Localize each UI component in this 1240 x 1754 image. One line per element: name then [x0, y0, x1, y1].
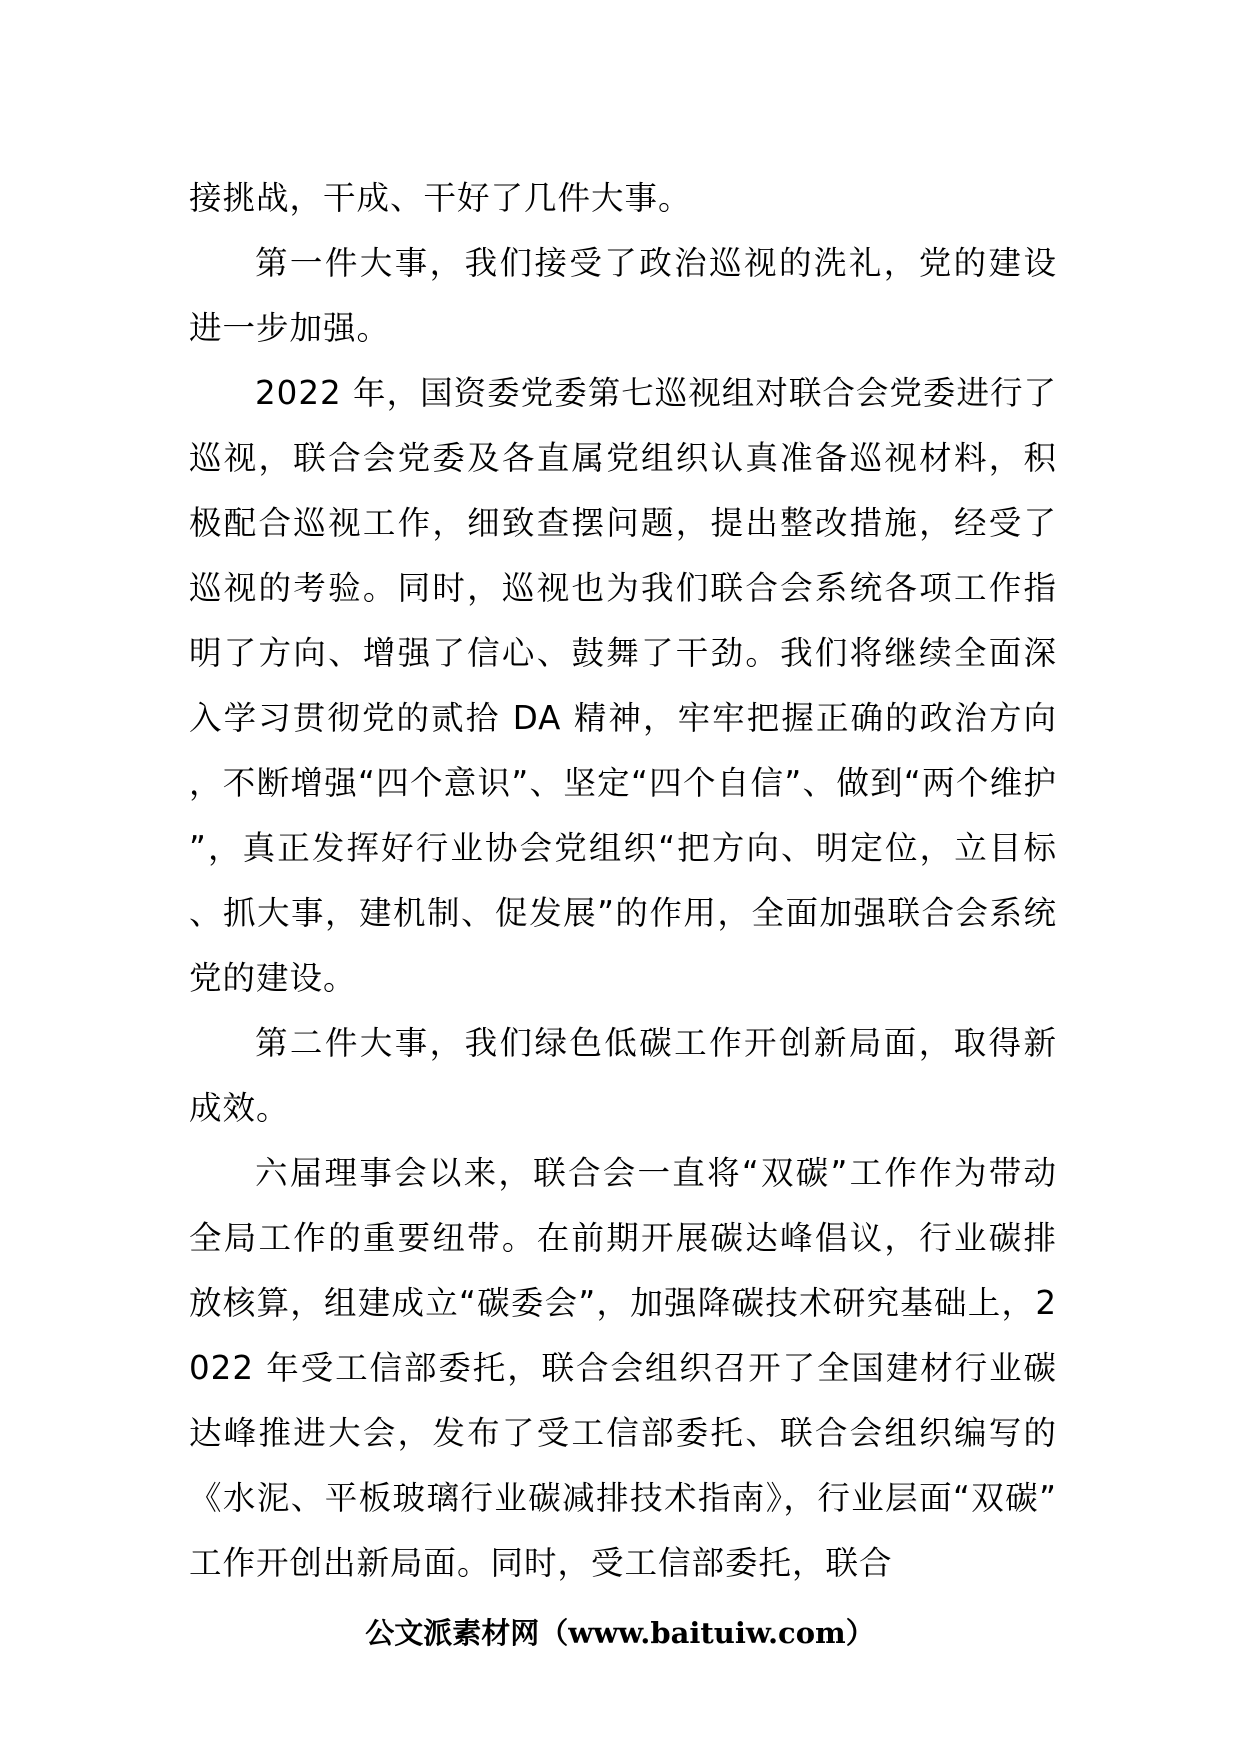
paragraph-inspection-details: 2022 年，国资委党委第七巡视组对联合会党委进行了巡视，联合会党委及各直属党组织认真准备巡视材料，积极配合巡视工作，细致查摆问题，提出整改措施，经受了巡视的考验。同时，巡视也为我们联合会系统各项工作指明了方向、增强了信心、鼓舞了干劲。我们将继续全面深入学习贯彻党的贰拾 DA 精神，牢牢把握正确的政治方向，不断增强“四个意识”、坚定“四个自信”、做到“两个维护”，真正发挥好行业协会党组织“把方向、明定位，立目标、抓大事，建机制、促发展”的作用，全面加强联合会系统党的建设。	[189, 374, 1057, 997]
document-body	[189, 166, 1057, 1596]
paragraph-second-event-heading: 第二件大事，我们绿色低碳工作开创新局面，取得新成效。	[189, 1024, 1057, 1127]
paragraph-continuation: 接挑战，干成、干好了几件大事。	[189, 179, 692, 217]
footer-watermark: 公文派素材网（www.baituiw.com）	[365, 1616, 875, 1650]
paragraph-low-carbon-details: 六届理事会以来，联合会一直将“双碳”工作作为带动全局工作的重要纽带。在前期开展碳达峰倡议，行业碳排放核算，组建成立“碳委会”，加强降碳技术研究基础上，2022 年受工信部委托，联合会组织召开了全国建材行业碳达峰推进大会，发布了受工信部委托、联合会组织编写的《水泥、平板玻璃行业碳减排技术指南》，行业层面“双碳”工作开创出新局面。同时，受工信部委托，联合	[189, 1154, 1057, 1582]
paragraph-first-event-heading: 第一件大事，我们接受了政治巡视的洗礼，党的建设进一步加强。	[189, 244, 1057, 347]
